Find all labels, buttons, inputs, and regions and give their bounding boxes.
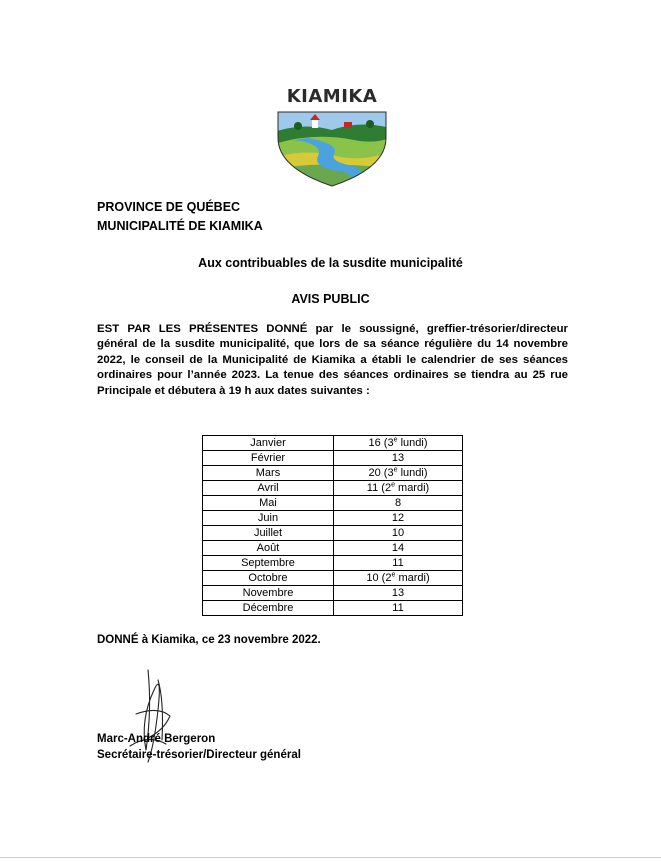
page-bottom-divider: [0, 857, 661, 858]
month-cell: Janvier: [203, 436, 334, 451]
date-cell: [334, 556, 463, 571]
signer-title: Secrétaire-trésorier/Directeur général: [97, 749, 301, 761]
table-row: [203, 541, 463, 556]
month-cell: Juillet: [203, 526, 334, 541]
month-cell: Décembre: [203, 601, 334, 616]
month-cell: Février: [203, 451, 334, 466]
date-cell: 10 (2e mardi): [334, 571, 463, 586]
ordinal-suffix: e: [391, 571, 396, 579]
day-value: 11: [392, 602, 404, 614]
meeting-schedule-table: [202, 435, 463, 616]
date-cell: 16 (3e lundi): [334, 436, 463, 451]
logo-text: KIAMIKA: [286, 86, 378, 107]
month-cell: Mars: [203, 466, 334, 481]
month-cell: Mai: [203, 496, 334, 511]
day-value: 12: [391, 512, 405, 524]
month-cell: Novembre: [203, 586, 334, 601]
date-cell: [334, 496, 463, 511]
ordinal-number: 2: [384, 482, 392, 494]
date-cell: [334, 511, 463, 526]
municipality-line: MUNICIPALITÉ DE KIAMIKA: [97, 219, 263, 233]
date-cell: [334, 451, 463, 466]
header: [97, 198, 263, 236]
date-cell: [334, 541, 463, 556]
ordinal-suffix: e: [393, 436, 398, 444]
day-value: 14: [391, 542, 405, 554]
ordinal-suffix: e: [393, 466, 398, 474]
date-cell: [334, 526, 463, 541]
date-cell: [334, 601, 463, 616]
signer-name: Marc-André Bergeron: [97, 733, 216, 745]
subtitle: Aux contribuables de la susdite municipalité: [198, 256, 463, 270]
day-value: 10: [391, 527, 405, 539]
table-row: [203, 496, 463, 511]
signer-block: [97, 731, 301, 763]
day-value: 11: [392, 557, 404, 569]
ordinal-number: 3: [387, 467, 394, 479]
landscape-emblem-icon: [274, 110, 390, 188]
table-row: [203, 466, 463, 481]
day-value: 8: [394, 497, 402, 509]
day-value: 13: [391, 452, 405, 464]
day-value: 16: [368, 437, 381, 449]
day-value: 13: [391, 587, 405, 599]
month-cell: Avril: [203, 481, 334, 496]
ordinal-number: 2: [385, 572, 392, 584]
weekday-label: mardi: [398, 572, 426, 584]
month-cell: Septembre: [203, 556, 334, 571]
notice-body: EST PAR LES PRÉSENTES DONNÉ par le soussigné, greffier-trésorier/directeur général de la susdite municipalité, que lors de sa séance régulière du 14 novembre 2022, le conseil de la Municipalité de Kiamika a établi le calendrier de ses séances ordinaires pour l’année 2023. La tenue des séances ordinaires se tiendra au 25 rue Principale et débutera à 19 h aux dates suivantes :: [97, 323, 568, 397]
day-value: 11: [366, 482, 379, 494]
ordinal-number: 3: [387, 437, 394, 449]
province-line: PROVINCE DE QUÉBEC: [97, 200, 241, 214]
month-cell: Août: [203, 541, 334, 556]
given-line: DONNÉ à Kiamika, ce 23 novembre 2022.: [97, 634, 321, 646]
table-row: [203, 556, 463, 571]
month-cell: Octobre: [203, 571, 334, 586]
weekday-label: lundi: [400, 437, 424, 449]
table-row: [203, 481, 463, 496]
date-cell: 20 (3e lundi): [334, 466, 463, 481]
day-value: 10: [366, 572, 379, 584]
table-row: [203, 511, 463, 526]
day-value: 20: [368, 467, 381, 479]
date-cell: 11 (2e mardi): [334, 481, 463, 496]
table-row: [203, 586, 463, 601]
month-cell: Juin: [203, 511, 334, 526]
ordinal-suffix: e: [391, 481, 395, 489]
weekday-label: lundi: [400, 467, 424, 479]
notice-title: AVIS PUBLIC: [291, 292, 370, 306]
kiamika-logo: [272, 86, 392, 190]
table-row: [203, 526, 463, 541]
table-row: [203, 436, 463, 451]
weekday-label: mardi: [398, 482, 426, 494]
table-row: [203, 601, 463, 616]
table-row: [203, 451, 463, 466]
date-cell: [334, 586, 463, 601]
table-row: [203, 571, 463, 586]
